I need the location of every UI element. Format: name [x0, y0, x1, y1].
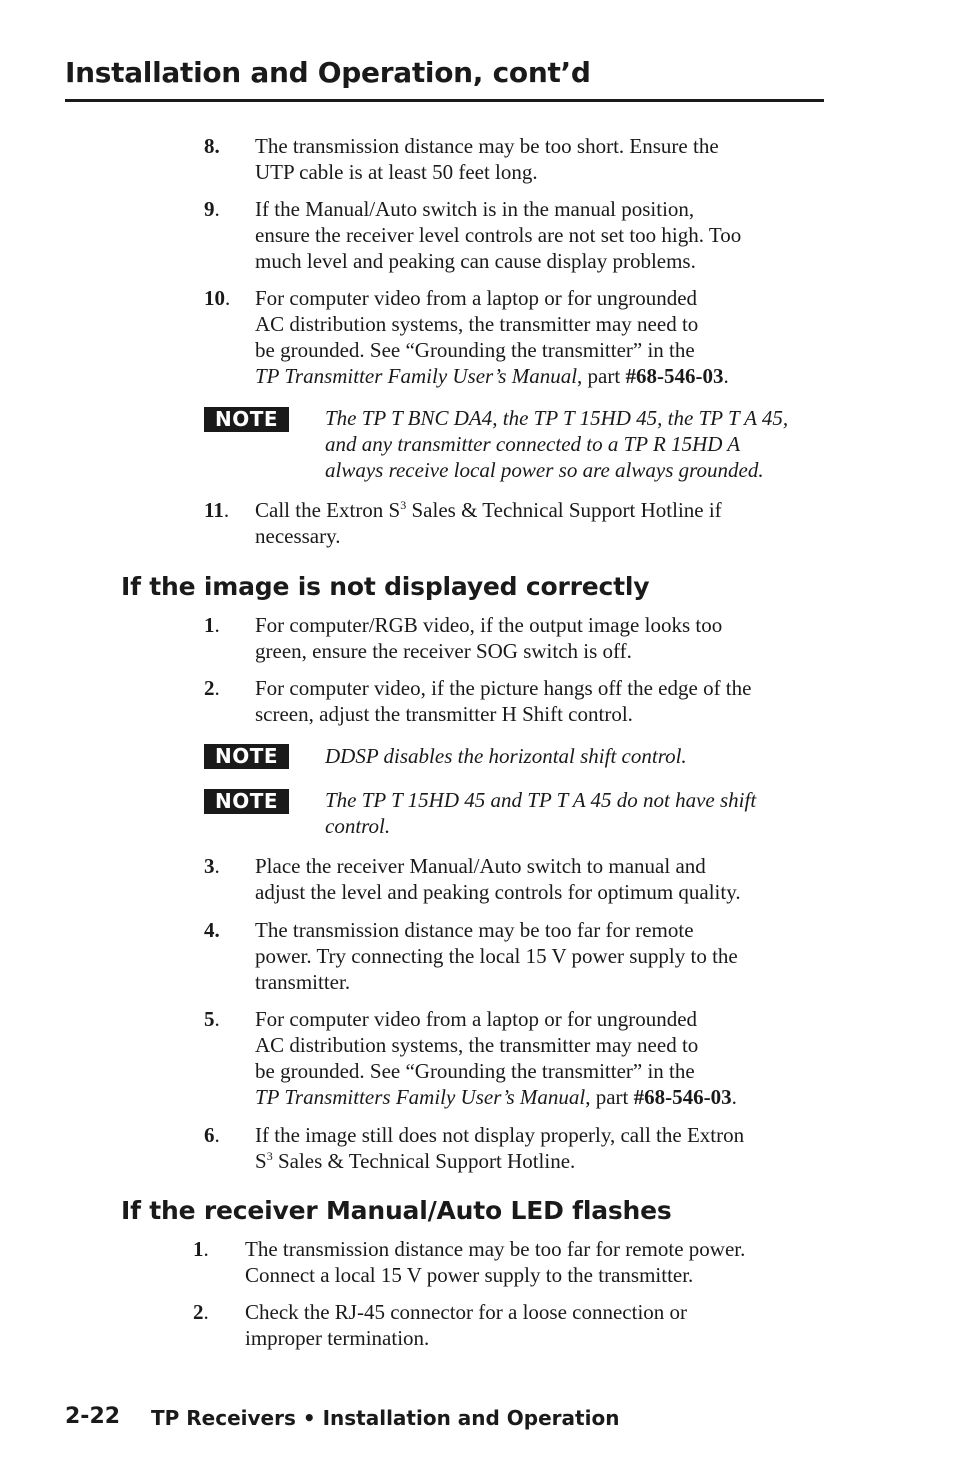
- list-item-2: [204, 675, 824, 727]
- note-badge: NOTE: [204, 744, 289, 769]
- list-item-led-1: [193, 1236, 824, 1288]
- item-line: TP Transmitters Family User’s Manual, part #68-546-03.: [255, 1085, 737, 1109]
- item-line: adjust the level and peaking controls for optimum quality.: [255, 880, 741, 904]
- item-number: 2: [193, 1300, 204, 1324]
- list-item-1: [204, 612, 824, 664]
- page-number: 2-22: [65, 1404, 121, 1429]
- note-grounded: [204, 405, 829, 483]
- part-number: #68-546-03: [633, 1085, 732, 1109]
- list-item-led-2: [193, 1299, 824, 1351]
- item-punct: .: [214, 676, 220, 700]
- note-line: control.: [325, 814, 391, 838]
- item-line: For computer video from a laptop or for ungrounded: [255, 286, 698, 310]
- list-item-5: [204, 1006, 824, 1110]
- note-line: always receive local power so are always grounded.: [325, 458, 764, 482]
- section-heading-led: If the receiver Manual/Auto LED flashes: [121, 1196, 672, 1225]
- item-line: If the image still does not display properly, call the Extron: [255, 1123, 745, 1147]
- item-line: For computer video, if the picture hangs off the edge of the: [255, 676, 752, 700]
- item-punct: .: [214, 918, 220, 942]
- item-number: 6: [204, 1123, 215, 1147]
- item-punct: .: [203, 1237, 209, 1261]
- item-punct: .: [214, 134, 220, 158]
- item-punct: .: [214, 854, 220, 878]
- note-line: DDSP disables the horizontal shift control.: [325, 744, 687, 768]
- note-shift: [204, 787, 829, 839]
- item-line: AC distribution systems, the transmitter may need to: [255, 312, 699, 336]
- page-title: Installation and Operation, cont’d: [65, 56, 591, 89]
- manual-title: TP Transmitters Family User’s Manual: [255, 1085, 586, 1109]
- item-line: screen, adjust the transmitter H Shift control.: [255, 702, 633, 726]
- item-line: UTP cable is at least 50 feet long.: [255, 160, 538, 184]
- item-number: 1: [204, 613, 215, 637]
- list-item-11: [204, 497, 824, 549]
- item-punct: .: [214, 1007, 220, 1031]
- item-line: power. Try connecting the local 15 V power supply to the: [255, 944, 738, 968]
- item-line: be grounded. See “Grounding the transmitter” in the: [255, 1059, 695, 1083]
- item-line: improper termination.: [245, 1326, 430, 1350]
- item-line: AC distribution systems, the transmitter may need to: [255, 1033, 699, 1057]
- item-number: 10: [204, 286, 225, 310]
- item-line: The transmission distance may be too short. Ensure the: [255, 134, 719, 158]
- section-heading-image: If the image is not displayed correctly: [121, 572, 650, 601]
- item-line: be grounded. See “Grounding the transmitter” in the: [255, 338, 695, 362]
- item-number: 2: [204, 676, 215, 700]
- item-line: The transmission distance may be too far for remote power.: [245, 1237, 746, 1261]
- footer-title: TP Receivers • Installation and Operation: [151, 1406, 620, 1430]
- item-number: 3: [204, 854, 215, 878]
- item-number: 1: [193, 1237, 204, 1261]
- list-item-8: [204, 133, 824, 185]
- item-punct: .: [223, 498, 230, 522]
- manual-title: TP Transmitter Family User’s Manual: [255, 364, 578, 388]
- note-line: The TP T BNC DA4, the TP T 15HD 45, the TP T A 45,: [325, 406, 789, 430]
- list-item-9: [204, 196, 824, 274]
- part-number: #68-546-03: [625, 364, 724, 388]
- item-line: green, ensure the receiver SOG switch is off.: [255, 639, 632, 663]
- item-punct: .: [214, 1123, 220, 1147]
- note-line: The TP T 15HD 45 and TP T A 45 do not have shift: [325, 788, 757, 812]
- list-item-4: [204, 917, 824, 995]
- item-number: 11: [204, 498, 224, 522]
- header-rule: [65, 99, 824, 102]
- list-item-10: [204, 285, 824, 389]
- note-badge: NOTE: [204, 407, 289, 432]
- item-number: 4: [204, 918, 215, 942]
- item-line: Call the Extron $S^3$ Sales & Technical Support Hotline if: [255, 498, 722, 522]
- item-line: The transmission distance may be too far for remote: [255, 918, 694, 942]
- item-line: transmitter.: [255, 970, 351, 994]
- item-punct: .: [225, 286, 231, 310]
- list-item-3: [204, 853, 824, 905]
- item-punct: .: [203, 1300, 209, 1324]
- note-badge: NOTE: [204, 789, 289, 814]
- list-item-6: [204, 1122, 824, 1174]
- item-line: necessary.: [255, 524, 341, 548]
- item-line: ensure the receiver level controls are not set too high. Too: [255, 223, 742, 247]
- item-line: For computer/RGB video, if the output image looks too: [255, 613, 723, 637]
- item-line: Connect a local 15 V power supply to the transmitter.: [245, 1263, 694, 1287]
- page-footer: [65, 1404, 620, 1430]
- item-line: TP Transmitter Family User’s Manual, part #68-546-03.: [255, 364, 729, 388]
- item-line: $S^3$ Sales & Technical Support Hotline.: [255, 1149, 576, 1173]
- note-line: and any transmitter connected to a TP R 15HD A: [325, 432, 741, 456]
- item-number: 9: [204, 197, 215, 221]
- item-line: much level and peaking can cause display problems.: [255, 249, 696, 273]
- item-number: 5: [204, 1007, 215, 1031]
- item-line: For computer video from a laptop or for ungrounded: [255, 1007, 698, 1031]
- item-line: If the Manual/Auto switch is in the manual position,: [255, 197, 695, 221]
- item-punct: .: [214, 197, 220, 221]
- item-punct: .: [214, 613, 220, 637]
- item-number: 8: [204, 134, 215, 158]
- item-line: Place the receiver Manual/Auto switch to manual and: [255, 854, 706, 878]
- item-line: Check the RJ-45 connector for a loose connection or: [245, 1300, 688, 1324]
- note-ddsp: [204, 743, 829, 771]
